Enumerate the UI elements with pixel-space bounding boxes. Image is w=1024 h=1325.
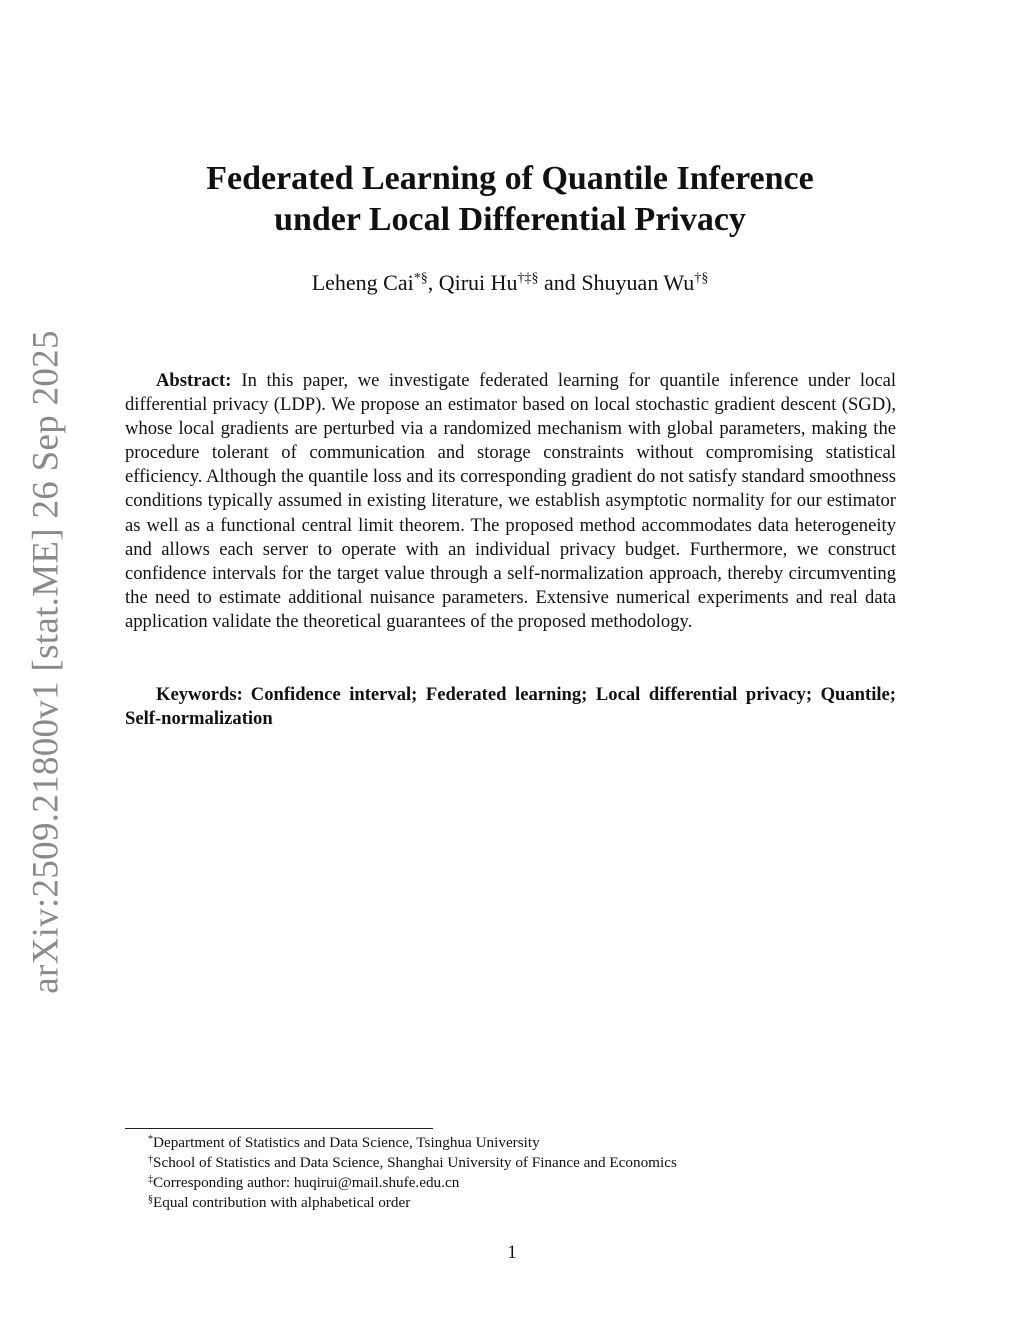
keywords <box>125 683 896 731</box>
footnote-text: School of Statistics and Data Science, Shanghai University of Finance and Economics <box>153 1154 677 1171</box>
author-name: Leheng Cai <box>311 270 414 295</box>
keywords-label: Keywords: <box>156 684 243 705</box>
author-affiliation-marks: †§ <box>694 271 709 286</box>
paper-title <box>124 158 896 240</box>
author-affiliation-marks: *§ <box>413 271 428 286</box>
page-number: 1 <box>507 1242 517 1263</box>
title-line-1: Federated Learning of Quantile Inference <box>206 160 814 197</box>
abstract-label: Abstract: <box>156 370 232 391</box>
arxiv-identifier-stamp: arXiv:2509.21800v1 [stat.ME] 26 Sep 2025 <box>25 330 67 994</box>
author-list <box>124 268 896 298</box>
keywords-body: Confidence interval; Federated learning; Local differential privacy; Quantile; Self-normalization <box>125 684 896 730</box>
footnote-divider <box>125 1128 433 1129</box>
author-name: Qirui Hu <box>438 270 518 295</box>
abstract <box>125 369 896 634</box>
footnote-text: Department of Statistics and Data Science, Tsinghua University <box>153 1134 540 1151</box>
author-separator: , <box>427 270 439 295</box>
footnote-mark: ‡ <box>148 1174 153 1185</box>
footnote-mark: * <box>148 1134 153 1145</box>
footnote-item <box>148 1173 888 1193</box>
author-name: Shuyuan Wu <box>581 270 695 295</box>
footnote-item <box>148 1193 888 1213</box>
footnote-mark: § <box>148 1194 153 1205</box>
abstract-body: In this paper, we investigate federated learning for quantile inference under local differential privacy (LDP). We propose an estimator based on local stochastic gradient descent (SGD), whose local gradients are perturbed via a randomized mechanism with global parameters, making the procedure tolerant of communication and storage constraints without compromising statistical efficiency. Although the quantile loss and its corresponding gradient do not satisfy standard smoothness conditions typically assumed in existing literature, we establish asymptotic normality for our estimator as well as a functional central limit theorem. The proposed method accommodates data heterogeneity and allows each server to operate with an individual privacy budget. Furthermore, we construct confidence intervals for the target value through a self-normalization approach, thereby circumventing the need to estimate additional nuisance parameters. Extensive numerical experiments and real data application validate the theoretical guarantees of the proposed methodology. <box>125 370 896 632</box>
footnote-item <box>148 1153 888 1173</box>
footnote-item <box>148 1133 888 1153</box>
footnote-text: Equal contribution with alphabetical order <box>153 1194 411 1211</box>
footnote-text: Corresponding author: huqirui@mail.shufe.edu.cn <box>153 1174 460 1191</box>
author-affiliation-marks: †‡§ <box>517 271 539 286</box>
footnotes <box>148 1133 888 1213</box>
title-line-2: under Local Differential Privacy <box>274 201 746 238</box>
author-separator: and <box>538 270 582 295</box>
footnote-mark: † <box>148 1154 153 1165</box>
